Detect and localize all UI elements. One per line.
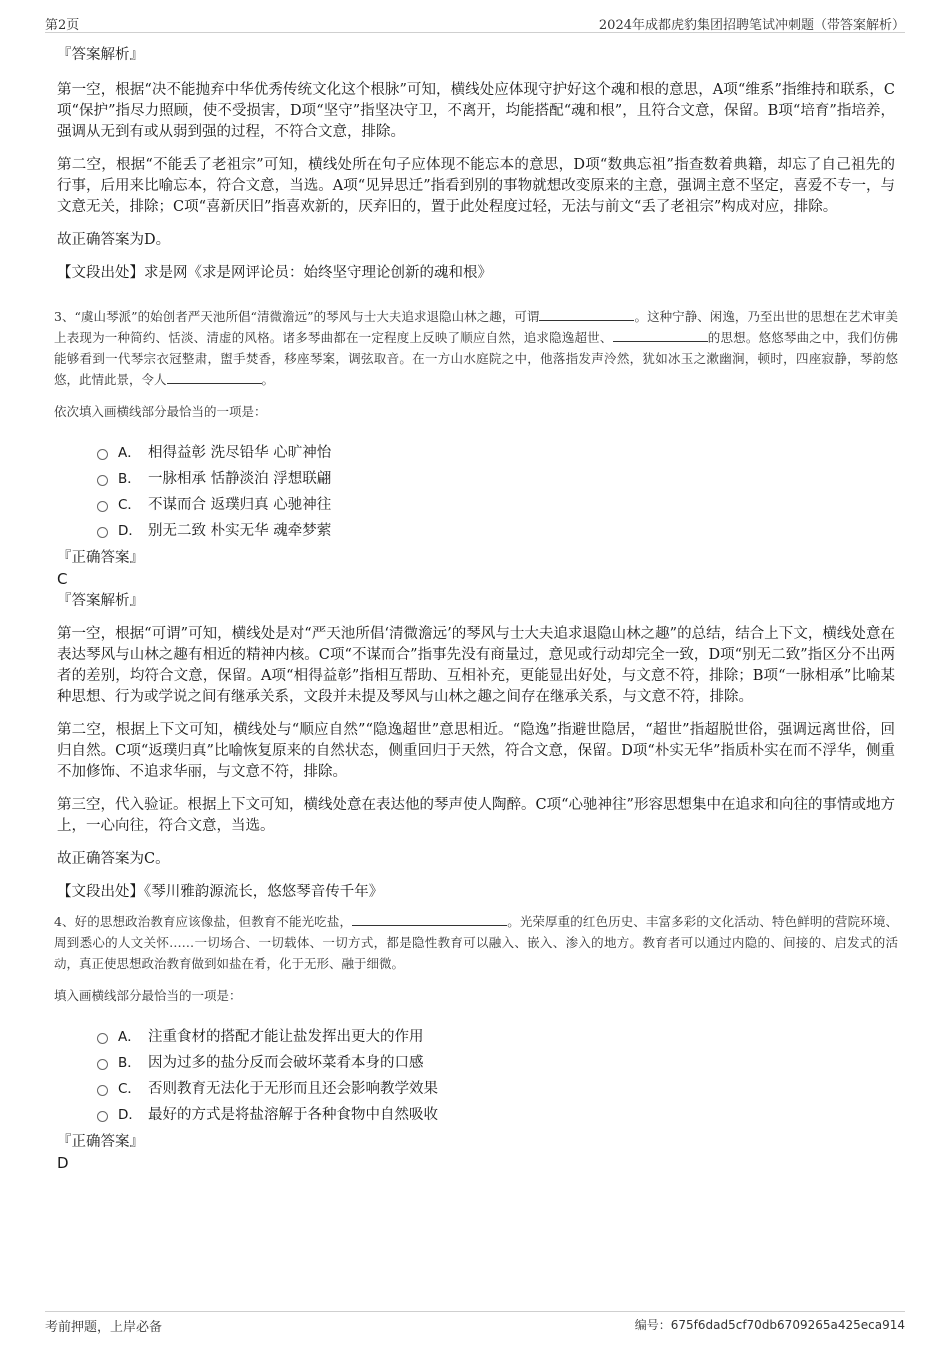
q2-analysis-paragraph-1: 第一空，根据“决不能抛弃中华优秀传统文化这个根脉”可知，横线处应体现守护好这个魂和根的意思，A项“维系”指维持和联系，C项“保护”指尽力照顾，使不受损害，D项“坚守”指坚决守卫，不离开，均能搭配“魂和根”，且符合文意，保留。B项“培育”指培养，强调从无到有或从弱到强的过程，不符合文意，排除。	[57, 82, 895, 140]
q4-options	[97, 1022, 895, 1126]
q4-option-a[interactable]: A． 注重食材的搭配才能让盐发挥出更大的作用	[97, 1022, 895, 1048]
page-header	[45, 12, 905, 33]
q4-option-b[interactable]: B． 因为过多的盐分反而会破坏菜肴本身的口感	[97, 1048, 895, 1074]
q3-option-d[interactable]: D． 别无二致 朴实无华 魂牵梦萦	[97, 516, 895, 542]
q3-option-b[interactable]: B． 一脉相承 恬静淡泊 浮想联翩	[97, 464, 895, 490]
radio-icon[interactable]	[97, 1033, 108, 1044]
q2-analysis-paragraph-2: 第二空，根据“不能丢了老祖宗”可知，横线处所在句子应体现不能忘本的意思，D项“数典忘祖”指查数着典籍，却忘了自己祖先的行事，后用来比喻忘本，符合文意，当选。A项“见异思迁”指看到别的事物就想改变原来的主意，强调主意不坚定，喜爱不专一，与文意无关，排除；C项“喜新厌旧”指喜欢新的，厌弃旧的，置于此处程度过轻，无法与前文“丢了老祖宗”构成对应，排除。	[57, 157, 895, 215]
q4-option-d[interactable]: D． 最好的方式是将盐溶解于各种食物中自然吸收	[97, 1100, 895, 1126]
q3-options	[97, 438, 895, 542]
q3-analysis-paragraph-2: 第二空，根据上下文可知，横线处与“顺应自然”“隐逸超世”意思相近。“隐逸”指避世隐居，“超世”指超脱世俗，强调远离世俗，回归自然。C项“返璞归真”比喻恢复原来的自然状态，侧重回归于天然，符合文意，保留。D项“朴实无华”指质朴实在而不浮华，侧重不加修饰、不追求华丽，与文意不符，排除。	[57, 722, 895, 780]
analysis-label: 『答案解析』	[57, 593, 144, 609]
q4-answer: D	[57, 1154, 69, 1172]
analysis-label: 『答案解析』	[57, 47, 144, 63]
q3-blank-3	[167, 371, 262, 384]
correct-answer-label: 『正确答案』	[57, 550, 144, 566]
q3-option-c[interactable]: C． 不谋而合 返璞归真 心驰神往	[97, 490, 895, 516]
q3-blank-2	[613, 329, 708, 342]
page-number: 第2页	[45, 18, 80, 33]
q3-analysis-paragraph-3: 第三空，代入验证。根据上下文可知，横线处意在表达他的琴声使人陶醉。C项“心驰神往”形容思想集中在追求和向往的事情或地方上，一心向往，符合文意，当选。	[57, 797, 895, 834]
radio-icon[interactable]	[97, 501, 108, 512]
page-content	[54, 45, 898, 1175]
correct-answer-label: 『正确答案』	[57, 1134, 144, 1150]
q4-option-c[interactable]: C． 否则教育无法化于无形而且还会影响教学效果	[97, 1074, 895, 1100]
q2-source: 【文段出处】求是网《求是网评论员：始终坚守理论创新的魂和根》	[57, 265, 492, 281]
q3-source: 【文段出处】《琴川雅韵源流长，悠悠琴音传千年》	[57, 884, 384, 900]
q3-analysis-paragraph-1: 第一空，根据“可谓”可知，横线处是对“严天池所倡‘清微澹远’的琴风与士大夫追求退隐山林之趣”的总结，结合上下文，横线处意在表达琴风与山林之趣有相近的精神内核。C项“不谋而合”指事先没有商量过，意见或行动却完全一致，D项“别无二致”指区分不出两者的差别，均符合文意，保留。A项“相得益彰”指相互帮助、互相补充，更能显出好处，与文意不符，排除；B项“一脉相承”比喻某种思想、行为或学说之间有继承关系，文段并未提及琴风与山林之趣之间存在继承关系，与文意不符，排除。	[57, 626, 895, 705]
q3-prompt: 依次填入画横线部分最恰当的一项是：	[54, 404, 267, 419]
footer-serial: 编号：675f6dad5cf70db6709265a425eca914	[634, 1318, 905, 1332]
radio-icon[interactable]	[97, 475, 108, 486]
radio-icon[interactable]	[97, 1085, 108, 1096]
radio-icon[interactable]	[97, 527, 108, 538]
document-title: 2024年成都虎豹集团招聘笔试冲刺题（带答案解析）	[598, 18, 905, 33]
q3-option-a[interactable]: A． 相得益彰 洗尽铅华 心旷神怡	[97, 438, 895, 464]
page-footer	[45, 1311, 905, 1336]
q3-blank-1	[539, 308, 634, 321]
radio-icon[interactable]	[97, 1111, 108, 1122]
radio-icon[interactable]	[97, 449, 108, 460]
q3-answer: C	[57, 570, 68, 588]
q3-stem: 3、“虞山琴派”的始创者严天池所倡“清微澹远”的琴风与士大夫追求退隐山林之趣，可谓 。这种宁静、闲逸，乃至出世的思想在艺术审美上表现为一种简约、恬淡、清虚的风格。诸多琴曲都在一定程度上反映了顺应自然，追求隐逸超世、 的思想。悠悠琴曲之中，我们仿佛能够看到一代琴宗衣冠整肃，盥手焚香，移座琴案，调弦取音。在一方山水庭院之中，他落指发声泠然，犹如冰玉之漱幽涧，顿时，四座寂静，琴韵悠悠，此情此景，令人 。	[54, 309, 898, 387]
radio-icon[interactable]	[97, 1059, 108, 1070]
footer-slogan: 考前押题，上岸必备	[45, 1320, 163, 1335]
q4-blank-1	[352, 913, 507, 926]
q3-conclusion: 故正确答案为C。	[57, 851, 170, 867]
q4-stem: 4、好的思想政治教育应该像盐，但教育不能光吃盐， 。光荣厚重的红色历史、丰富多彩的文化活动、特色鲜明的营院环境、周到悉心的人文关怀……一切场合、一切载体、一切方式，都是隐性教育可以融入、嵌入、渗入的地方。教育者可以通过内隐的、间接的、启发式的活动，真正使思想政治教育做到如盐在肴，化于无形、融于细微。	[54, 914, 898, 971]
q4-prompt: 填入画横线部分最恰当的一项是：	[54, 988, 242, 1003]
q2-conclusion: 故正确答案为D。	[57, 232, 171, 248]
